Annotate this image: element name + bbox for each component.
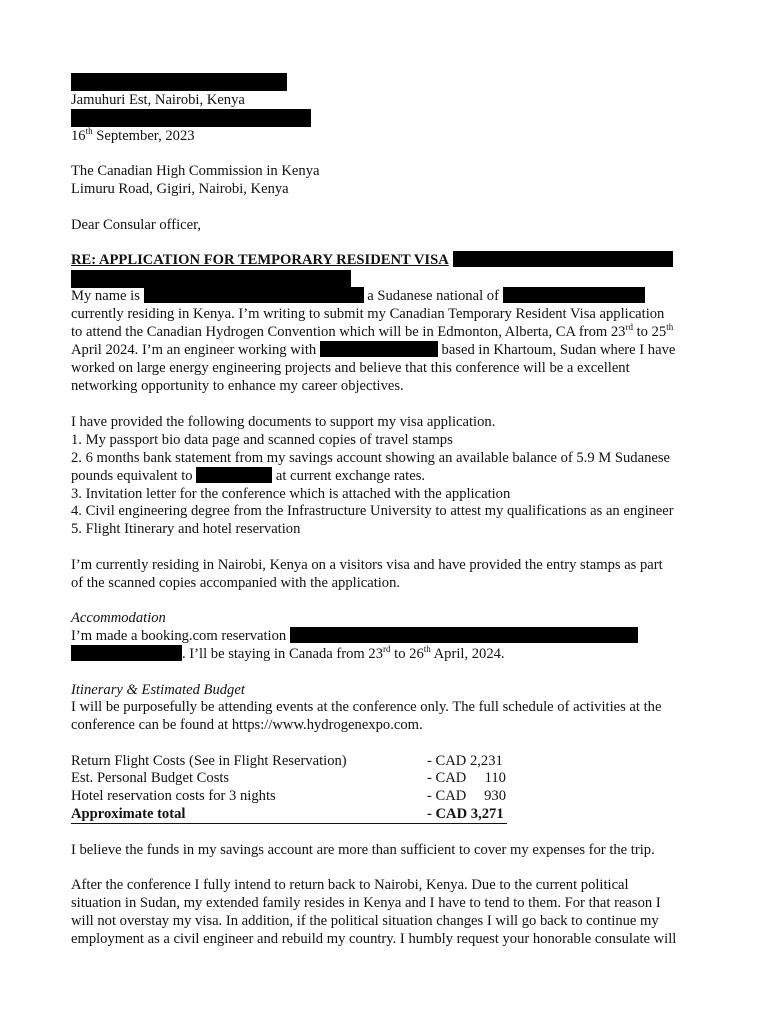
redacted-employer: [320, 341, 438, 357]
redacted-sender-name: [71, 73, 287, 91]
closing-line-3: will not overstay my visa. In addition, if the political situation changes I will go back to continue my: [71, 913, 659, 929]
intro-line-4: April 2024. I’m an engineer working with based in Khartoum, Sudan where I have: [71, 342, 676, 358]
redacted-applicant-name: [144, 287, 364, 303]
closing-line-4: employment as a civil engineer and rebuild my country. I humbly request your honorable consulate will: [71, 931, 677, 947]
budget-label: Return Flight Costs (See in Flight Reservation): [71, 753, 347, 769]
funds-statement: I believe the funds in my savings account are more than sufficient to cover my expenses for the trip.: [71, 842, 655, 858]
budget-total-row: [71, 805, 507, 824]
budget-amount: - CAD 930: [427, 788, 506, 804]
accommodation-line-1: I’m made a booking.com reservation: [71, 627, 638, 645]
document-item-4: 4. Civil engineering degree from the Infrastructure University to attest my qualifications as an engineer: [71, 503, 674, 519]
redacted-sender-contact: [71, 109, 311, 127]
budget-total-amount: - CAD 3,271: [427, 806, 504, 822]
redacted-subject-reference: [453, 251, 673, 267]
closing-line-1: After the conference I fully intend to return back to Nairobi, Kenya. Due to the current political: [71, 877, 629, 893]
documents-heading: I have provided the following documents to support my visa application.: [71, 414, 496, 430]
intro-line-2: currently residing in Kenya. I’m writing to submit my Canadian Temporary Resident Visa application: [71, 306, 665, 322]
intro-line-6: networking opportunity to enhance my career objectives.: [71, 378, 404, 394]
document-item-5: 5. Flight Itinerary and hotel reservation: [71, 521, 301, 537]
salutation: Dear Consular officer,: [71, 217, 202, 233]
intro-line-5: worked on large energy engineering projects and believe that this conference will be a excellent: [71, 360, 630, 376]
itinerary-line-1: I will be purposefully be attending events at the conference only. The full schedule of activities at the: [71, 699, 662, 715]
itinerary-line-2: conference can be found at https://www.hydrogenexpo.com.: [71, 717, 423, 733]
document-item-2: 2. 6 months bank statement from my savings account showing an available balance of 5.9 M Sudanese: [71, 450, 671, 466]
letter-date: 16th September, 2023: [71, 126, 195, 144]
document-item-2-cont: pounds equivalent to at current exchange rates.: [71, 468, 426, 484]
subject-line: RE: APPLICATION FOR TEMPORARY RESIDENT VISA: [71, 251, 673, 269]
residence-line-1: I’m currently residing in Nairobi, Kenya on a visitors visa and have provided the entry stamps as part: [71, 557, 663, 573]
sender-address: Jamuhuri Est, Nairobi, Kenya: [71, 92, 245, 108]
budget-row: [71, 752, 507, 770]
recipient-line-2: Limuru Road, Gigiri, Nairobi, Kenya: [71, 181, 289, 197]
budget-total-label: Approximate total: [71, 806, 186, 822]
redacted-nationality-detail: [503, 287, 645, 303]
budget-amount: - CAD 2,231: [427, 753, 503, 769]
budget-amount: - CAD 110: [427, 770, 506, 786]
budget-row: [71, 769, 507, 787]
redacted-reservation-details-2: [71, 645, 182, 661]
budget-label: Hotel reservation costs for 3 nights: [71, 788, 276, 804]
accommodation-heading: Accommodation: [71, 610, 166, 626]
accommodation-line-2: . I’ll be staying in Canada from 23rd to 26th April, 2024.: [71, 645, 505, 663]
document-item-3: 3. Invitation letter for the conference which is attached with the application: [71, 486, 511, 502]
redacted-balance-equivalent: [196, 467, 272, 483]
itinerary-heading: Itinerary & Estimated Budget: [71, 682, 245, 698]
closing-line-2: situation in Sudan, my extended family resides in Kenya and I have to tend to them. For that reason I: [71, 895, 661, 911]
recipient-line-1: The Canadian High Commission in Kenya: [71, 163, 320, 179]
redacted-subject-reference-2: [71, 270, 351, 288]
intro-line-1: My name is a Sudanese national of: [71, 287, 645, 305]
residence-line-2: of the scanned copies accompanied with the application.: [71, 575, 401, 591]
redacted-reservation-details: [290, 627, 638, 643]
budget-row: [71, 787, 507, 805]
document-item-1: 1. My passport bio data page and scanned copies of travel stamps: [71, 432, 453, 448]
intro-line-3: to attend the Canadian Hydrogen Convention which will be in Edmonton, Alberta, CA from 23rd to 25th: [71, 322, 674, 340]
budget-label: Est. Personal Budget Costs: [71, 770, 230, 786]
